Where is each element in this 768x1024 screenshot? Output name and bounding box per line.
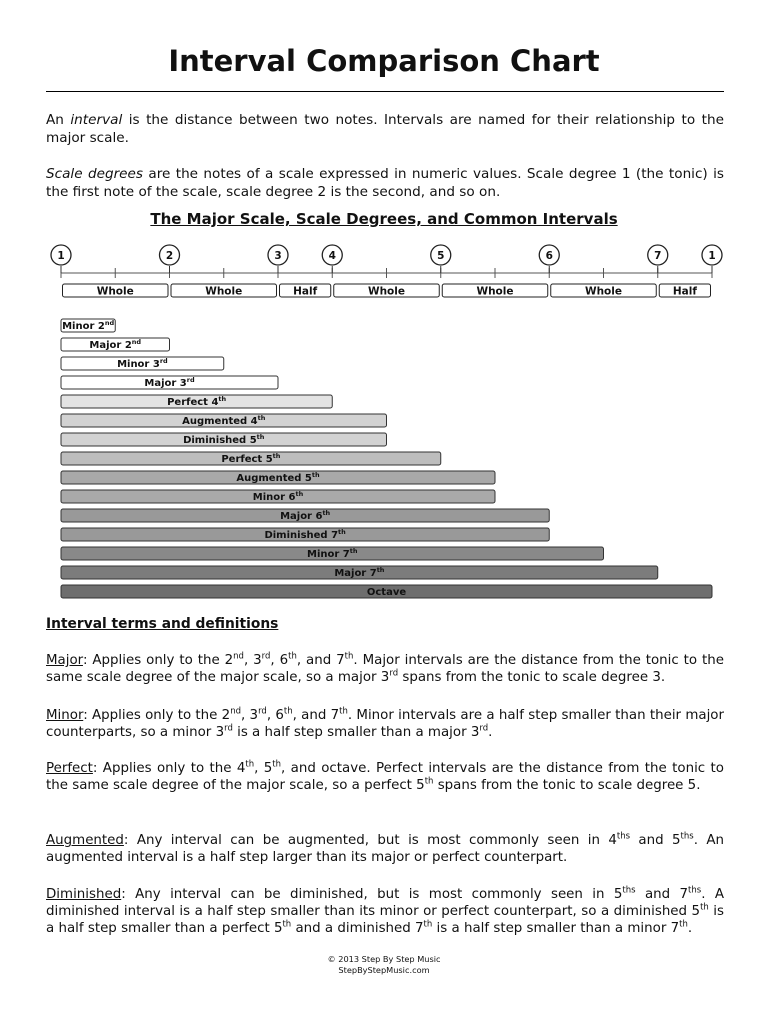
definition-diminished: Diminished: Any interval can be diminished, but is most commonly seen in $5^{ths}$ and $7^{ths}$. A diminished interval is a half step smaller than its minor or perfect counterpart, so a diminished 5th is a half step smaller than a perfect 5th and a diminished 7th is a half step smaller than a minor 7th.: [46, 885, 725, 936]
ordinal-suffix: th: [245, 759, 255, 770]
degree-label: 3: [274, 250, 282, 262]
page-title: Interval Comparison Chart: [168, 44, 600, 78]
definition-augmented: Augmented: Any interval can be augmented, but is most commonly seen in $4^{ths}$ and $5^{ths}$. An augmented interval is a half step larger than its major or perfect counterpart.: [46, 831, 724, 865]
interval-label: Augmented 4th: [182, 414, 266, 427]
intro-term-scale-degrees: Scale degrees: [46, 166, 143, 182]
step-label: Whole: [585, 285, 622, 298]
interval-label: Major 6th: [280, 509, 331, 522]
intro-text: is the distance between two notes. Intervals are named for their relationship to the major scale.: [46, 112, 724, 146]
ordinal-suffix: ths: [688, 885, 702, 896]
definition-term: Major: [46, 653, 83, 668]
ordinal-suffix: rd: [261, 651, 271, 662]
ordinal-suffix: th: [288, 651, 297, 662]
step-label: Whole: [96, 285, 134, 298]
ordinal-suffix: th: [282, 919, 292, 930]
interval-label: Minor 3rd: [117, 357, 168, 370]
interval-label: Perfect 4th: [167, 395, 227, 408]
degree-label: 2: [165, 250, 174, 262]
ordinal-suffix: nd: [233, 651, 244, 662]
intro-text: An: [46, 112, 71, 128]
interval-label: Major 7th: [334, 566, 385, 579]
definition-term: Diminished: [46, 887, 122, 902]
ordinal-suffix: nd: [230, 706, 241, 717]
ordinal-suffix: ths: [680, 831, 694, 842]
interval-label: Minor 7th: [307, 547, 358, 560]
intro-term-interval: interval: [70, 112, 123, 128]
intro-text: are the notes of a scale expressed in numeric values. Scale degree 1 (the tonic) is the first note of the scale, scale degree 2 is the second, and so on.: [46, 166, 724, 200]
ordinal-suffix: rd: [389, 668, 399, 679]
section-heading: Interval terms and definitions: [46, 616, 279, 632]
degree-label: 4: [328, 250, 336, 262]
interval-label: Octave: [366, 587, 407, 598]
interval-label: Diminished 7th: [264, 528, 346, 541]
ordinal-suffix: th: [423, 919, 433, 930]
ordinal-suffix: rd: [479, 723, 489, 734]
step-label: Half: [293, 285, 318, 298]
definition-term: Minor: [46, 708, 84, 723]
definition-term: Augmented: [46, 833, 124, 848]
ordinal-suffix: rd: [224, 723, 233, 734]
ordinal-suffix: th: [679, 919, 688, 930]
footer-copyright: © 2013 Step By Step Music: [327, 954, 441, 964]
footer: [0, 954, 768, 976]
interval-label: Minor 6th: [252, 490, 304, 503]
ordinal-suffix: th: [283, 706, 293, 717]
interval-label: Minor 2nd: [62, 319, 115, 332]
ordinal-suffix: th: [272, 759, 282, 770]
definition-perfect: Perfect: Applies only to the 4th, 5th, and octave. Perfect intervals are the distance from the tonic to the same scale degree of the major scale, so a perfect 5th spans from the tonic to scale degree 5.: [46, 759, 724, 793]
footer-website: StepByStepMusic.com: [338, 965, 430, 975]
degree-label: 1: [57, 250, 65, 262]
interval-label: Diminished 5th: [183, 433, 265, 446]
step-label: Half: [672, 285, 697, 298]
step-label: Whole: [205, 285, 243, 298]
ordinal-suffix: rd: [258, 706, 267, 717]
degree-label: 6: [545, 250, 553, 262]
definition-term: Perfect: [46, 761, 93, 776]
definition-minor: Minor: Applies only to the 2nd, 3rd, 6th, and 7th. Minor intervals are a half step smaller than their major counterparts, so a minor 3rd is a half step smaller than a major 3rd.: [46, 706, 724, 740]
interval-label: Major 2nd: [89, 338, 142, 351]
ordinal-suffix: ths: [622, 885, 636, 896]
definition-major: Major: Applies only to the 2nd, 3rd, 6th, and 7th. Major intervals are the distance from the tonic to the same scale degree of the major scale, so a major 3rd spans from the tonic to scale degree 3.: [46, 651, 724, 685]
ordinal-suffix: th: [339, 706, 348, 717]
step-label: Whole: [368, 285, 405, 298]
degree-label: 1: [708, 250, 716, 262]
interval-label: Perfect 5th: [221, 452, 281, 465]
ordinal-suffix: th: [344, 651, 354, 662]
ordinal-suffix: th: [424, 776, 434, 787]
chart-title: The Major Scale, Scale Degrees, and Common Intervals: [150, 210, 618, 228]
interval-label: Major 3rd: [144, 376, 195, 389]
ordinal-suffix: th: [700, 902, 709, 913]
step-label: Whole: [476, 285, 514, 298]
degree-label: 7: [654, 250, 662, 262]
ordinal-suffix: ths: [616, 831, 631, 842]
degree-label: 5: [437, 250, 445, 262]
interval-label: Augmented 5th: [236, 471, 320, 484]
